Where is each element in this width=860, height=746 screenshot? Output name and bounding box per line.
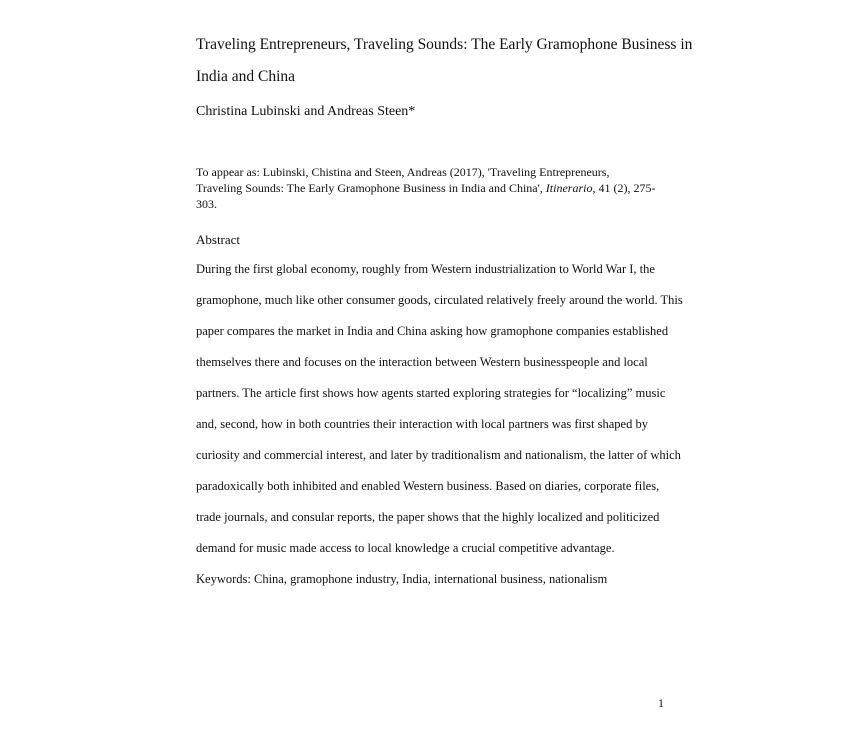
abstract-line: During the first global economy, roughly from Western industrialization to World War I, the <box>196 262 655 276</box>
abstract-line: themselves there and focuses on the interaction between Western businesspeople and local <box>196 355 648 369</box>
citation-line-1: To appear as: Lubinski, Chistina and Steen, Andreas (2017), 'Traveling Entrepreneurs, <box>196 165 610 179</box>
citation-line-2a: Traveling Sounds: The Early Gramophone Business in India and China', <box>196 181 543 195</box>
citation-journal: Itinerario <box>545 181 593 195</box>
abstract-line: paper compares the market in India and China asking how gramophone companies established <box>196 324 669 338</box>
page-number: 1 <box>658 696 664 710</box>
abstract-line: gramophone, much like other consumer goods, circulated relatively freely around the world. This <box>196 293 683 307</box>
abstract-line: demand for music made access to local knowledge a crucial competitive advantage. <box>196 541 615 555</box>
title-line-2: India and China <box>196 68 296 85</box>
abstract-heading: Abstract <box>196 232 241 247</box>
citation <box>196 164 666 212</box>
abstract-line: partners. The article first shows how agents started exploring strategies for “localizing” music <box>196 386 666 400</box>
abstract-line: paradoxically both inhibited and enabled Western business. Based on diaries, corporate files, <box>196 479 660 493</box>
authors: Christina Lubinski and Andreas Steen* <box>196 104 416 119</box>
citation-line-3: 303. <box>196 197 217 211</box>
citation-line-2b: , 41 (2), 275- <box>592 181 656 195</box>
abstract-line: and, second, how in both countries their interaction with local partners was first shaped by <box>196 417 648 431</box>
keywords: Keywords: China, gramophone industry, India, international business, nationalism <box>196 572 608 586</box>
abstract-line: trade journals, and consular reports, the paper shows that the highly localized and politicized <box>196 510 660 524</box>
title-line-1: Traveling Entrepreneurs, Traveling Sounds: The Early Gramophone Business in <box>196 36 693 53</box>
abstract-line: curiosity and commercial interest, and later by traditionalism and nationalism, the latter of which <box>196 448 681 462</box>
